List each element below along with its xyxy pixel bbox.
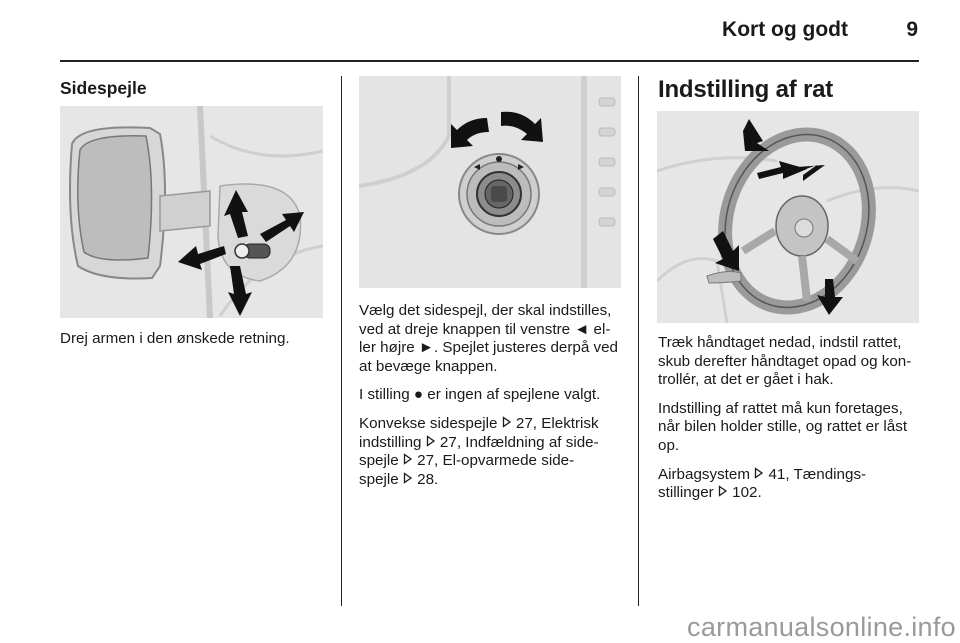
- middle-column-text: [359, 302, 634, 499]
- column-divider-2: [638, 76, 639, 606]
- text-segment: stillinger: [658, 484, 718, 502]
- text-segment: er ingen af spejlene valgt.: [423, 386, 601, 404]
- steering-wheel-illustration: [657, 111, 919, 323]
- text-line: ved at dreje knappen til venstre ◄ el-: [359, 320, 611, 338]
- mirror-select-paragraph: [359, 302, 634, 376]
- side-mirror-illustration: [60, 106, 323, 318]
- mirror-references-paragraph: [359, 415, 634, 489]
- page-reference-link[interactable]: 28.: [412, 470, 439, 488]
- page-reference-arrow-icon: [403, 452, 413, 471]
- text-line: når bilen holder stille, og rattet er låst: [658, 418, 908, 436]
- text-segment: I stilling: [359, 386, 414, 404]
- page-reference-arrow-icon: [426, 434, 436, 453]
- page-header-title: Kort og godt: [722, 18, 848, 41]
- left-column-text: [60, 330, 330, 359]
- header-divider: [60, 60, 919, 62]
- text-line: ler højre ►. Spejlet justeres derpå ved: [359, 339, 618, 357]
- section-title-steering-adjustment: Indstilling af rat: [658, 76, 834, 103]
- section-title-side-mirrors: Sidespejle: [60, 78, 147, 98]
- mirror-control-knob-illustration: [359, 76, 621, 288]
- text-segment: Konvekse sidespejle: [359, 414, 502, 432]
- steering-warning-paragraph: [658, 400, 928, 456]
- page-reference-arrow-icon: [754, 466, 764, 485]
- steering-references-paragraph: [658, 466, 928, 503]
- text-line: Træk håndtaget nedad, indstil rattet,: [658, 334, 902, 351]
- neutral-position-paragraph: [359, 386, 634, 405]
- page-reference-arrow-icon: [403, 471, 413, 490]
- neutral-position-symbol: ●: [413, 386, 424, 404]
- text-line: Vælg det sidespejl, der skal indstilles,: [359, 302, 612, 319]
- page-reference-link[interactable]: 27, Elektrisk: [511, 414, 599, 432]
- page-reference-arrow-icon: [718, 484, 728, 503]
- right-column-text: [658, 334, 928, 513]
- column-divider-1: [341, 76, 342, 606]
- page-reference-link[interactable]: 41, Tændings-: [764, 465, 867, 483]
- text-line: skub derefter håndtaget opad og kon-: [658, 352, 912, 370]
- text-segment: spejle: [359, 470, 403, 488]
- text-line: op.: [658, 436, 680, 454]
- text-segment: spejle: [359, 452, 403, 470]
- text-line: trollér, at det er gået i hak.: [658, 371, 834, 389]
- page-reference-link[interactable]: 102.: [727, 484, 762, 502]
- page-reference-link[interactable]: 27, Indfældning af side-: [435, 433, 599, 451]
- text-segment: indstilling: [359, 433, 426, 451]
- text-line: at bevæge knappen.: [359, 357, 498, 375]
- steering-adjust-paragraph: [658, 334, 928, 390]
- text-line: Indstilling af rattet må kun foretages,: [658, 399, 903, 417]
- page-reference-arrow-icon: [502, 415, 512, 434]
- page-reference-link[interactable]: 27, El-opvarmede side-: [412, 452, 575, 470]
- text-segment: Airbagsystem: [658, 465, 755, 483]
- page-number: 9: [906, 18, 918, 41]
- left-caption: Drej armen i den ønskede retning.: [60, 330, 290, 347]
- watermark: carmanualsonline.info: [687, 612, 956, 642]
